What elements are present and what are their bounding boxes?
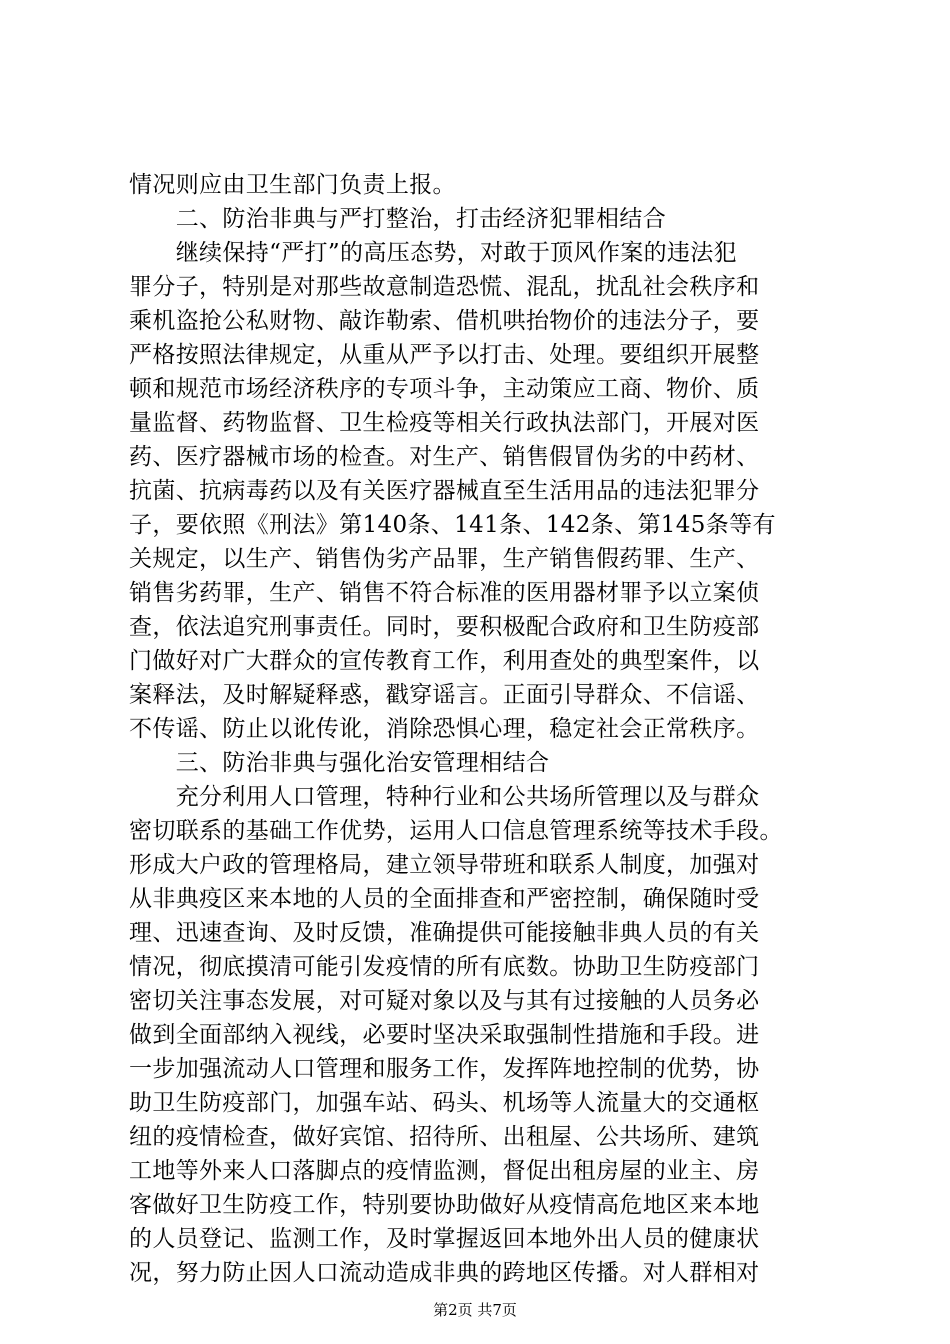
text-line: 量监督、药物监督、卫生检疫等相关行政执法部门，开展对医	[129, 410, 760, 436]
text-line: 理、迅速查询、及时反馈，准确提供可能接触非典人员的有关	[129, 920, 760, 946]
text-line: 查，依法追究刑事责任。同时，要积极配合政府和卫生防疫部	[129, 614, 760, 640]
text-line: 客做好卫生防疫工作，特别要协助做好从疫情高危地区来本地	[129, 1192, 760, 1218]
text-line: 情况则应由卫生部门负责上报。	[129, 172, 456, 198]
section-heading: 三、防治非典与强化治安管理相结合	[129, 750, 550, 776]
text-line: 顿和规范市场经济秩序的专项斗争，主动策应工商、物价、质	[129, 376, 760, 402]
text-line: 案释法，及时解疑释惑，戳穿谣言。正面引导群众、不信谣、	[129, 682, 760, 708]
text-line: 继续保持“严打”的高压态势，对敢于顶风作案的违法犯	[129, 240, 737, 266]
text-line: 况，努力防止因人口流动造成非典的跨地区传播。对人群相对	[129, 1260, 760, 1286]
text-line: 的人员登记、监测工作，及时掌握返回本地外出人员的健康状	[129, 1226, 760, 1252]
text-line: 不传谣、防止以讹传讹，消除恐惧心理，稳定社会正常秩序。	[129, 716, 760, 742]
text-line: 工地等外来人口落脚点的疫情监测，督促出租房屋的业主、房	[129, 1158, 760, 1184]
text-line: 一步加强流动人口管理和服务工作，发挥阵地控制的优势，协	[129, 1056, 760, 1082]
text-line: 从非典疫区来本地的人员的全面排查和严密控制，确保随时受	[129, 886, 760, 912]
page-number-footer: 第2页 共7页	[433, 1301, 517, 1319]
text-line: 纽的疫情检查，做好宾馆、招待所、出租屋、公共场所、建筑	[129, 1124, 760, 1150]
text-line: 抗菌、抗病毒药以及有关医疗器械直至生活用品的违法犯罪分	[129, 478, 760, 504]
text-line: 做到全面部纳入视线，必要时坚决采取强制性措施和手段。进	[129, 1022, 760, 1048]
text-line: 密切关注事态发展，对可疑对象以及与其有过接触的人员务必	[129, 988, 760, 1014]
text-line: 情况，彻底摸清可能引发疫情的所有底数。协助卫生防疫部门	[129, 954, 760, 980]
text-line: 乘机盗抢公私财物、敲诈勒索、借机哄抬物价的违法分子，要	[129, 308, 760, 334]
section-heading: 二、防治非典与严打整治，打击经济犯罪相结合	[129, 206, 667, 232]
text-line: 子，要依照《刑法》第140条、141条、142条、第145条等有	[129, 512, 776, 538]
text-line: 严格按照法律规定，从重从严予以打击、处理。要组织开展整	[129, 342, 760, 368]
text-line: 罪分子，特别是对那些故意制造恐慌、混乱，扰乱社会秩序和	[129, 274, 760, 300]
text-line: 关规定，以生产、销售伪劣产品罪，生产销售假药罪、生产、	[129, 546, 760, 572]
text-line: 门做好对广大群众的宣传教育工作，利用查处的典型案件，以	[129, 648, 760, 674]
text-line: 密切联系的基础工作优势，运用人口信息管理系统等技术手段。	[129, 818, 783, 844]
text-line: 充分利用人口管理，特种行业和公共场所管理以及与群众	[129, 784, 760, 810]
text-line: 形成大户政的管理格局，建立领导带班和联系人制度，加强对	[129, 852, 760, 878]
text-line: 销售劣药罪，生产、销售不符合标准的医用器材罪予以立案侦	[129, 580, 760, 606]
text-line: 助卫生防疫部门，加强车站、码头、机场等人流量大的交通枢	[129, 1090, 760, 1116]
text-line: 药、医疗器械市场的检查。对生产、销售假冒伪劣的中药材、	[129, 444, 760, 470]
